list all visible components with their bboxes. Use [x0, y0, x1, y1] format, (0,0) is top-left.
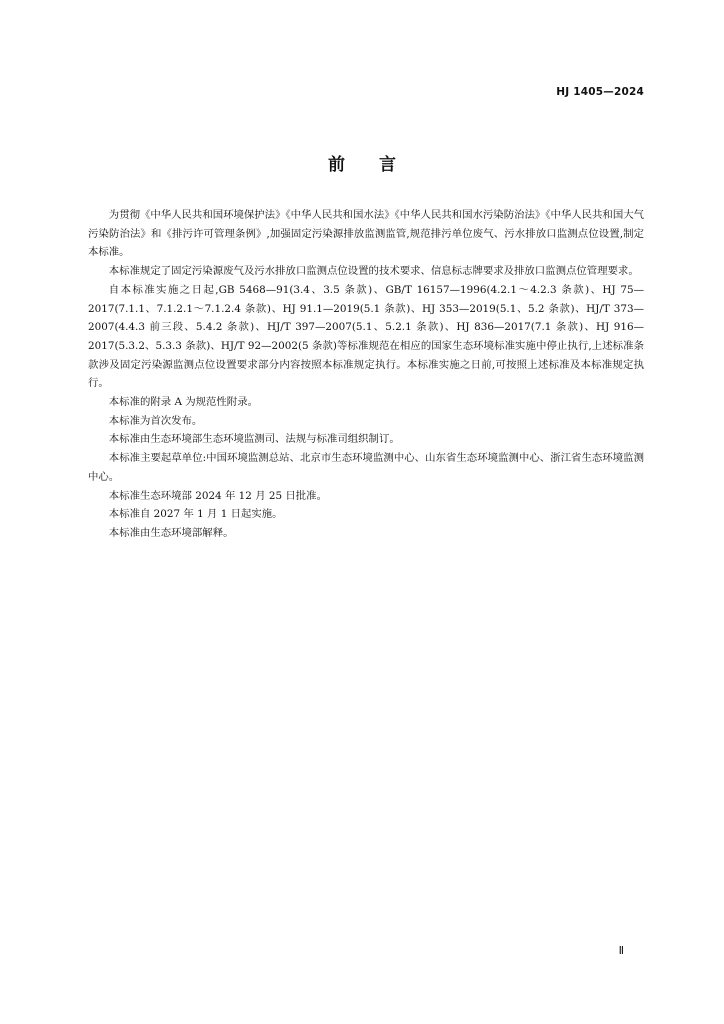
page-title: 前 言 [328, 155, 410, 175]
foreword-body [88, 206, 644, 543]
paragraph-replaced-standards: 自本标准实施之日起,GB 5468—91(3.4、3.5 条款)、GB/T 16157—1996(4.2.1～4.2.3 条款)、HJ 75—2017(7.1.1、7.1.2.1～7.1.2.4 条款)、HJ 91.1—2019(5.1 条款)、HJ 353—2019(5.1、5.2 条款)、HJ/T 373—2007(4.4.3 前三段、5.4.2 条款)、HJ/T 397—2007(5.1、5.2.1 条款)、HJ 836—2017(7.1 条款)、HJ 916—2017(5.3.2、5.3.3 条款)、HJ/T 92—2002(5 条款)等标准规范在相应的国家生态环境标准实施中停止执行,上述标准条款涉及固定污染源监测点位设置要求部分内容按照本标准规定执行。本标准实施之日前,可按照上述标准及本标准规定执行。 [88, 283, 644, 390]
paragraph-approval-date: 本标准生态环境部 2024 年 12 月 25 日批准。 [108, 489, 327, 502]
paragraph-first-release: 本标准为首次发布。 [108, 414, 203, 427]
page-number: Ⅱ [618, 944, 624, 957]
paragraph-organizer: 本标准由生态环境部生态环境监测司、法规与标准司组织制订。 [108, 433, 400, 446]
paragraph-interpretation: 本标准由生态环境部解释。 [108, 526, 234, 539]
paragraph-drafting-units: 本标准主要起草单位:中国环境监测总站、北京市生态环境监测中心、山东省生态环境监测中心、浙江省生态环境监测中心。 [88, 452, 644, 483]
paragraph-effective-date: 本标准自 2027 年 1 月 1 日起实施。 [108, 508, 283, 521]
paragraph-purpose: 为贯彻《中华人民共和国环境保护法》《中华人民共和国水法》《中华人民共和国水污染防治法》《中华人民共和国大气污染防治法》和《排污许可管理条例》,加强固定污染源排放监测监管,规范排污单位废气、污水排放口监测点位设置,制定本标准。 [88, 209, 644, 259]
paragraph-appendix: 本标准的附录 A 为规范性附录。 [108, 396, 258, 409]
paragraph-scope: 本标准规定了固定污染源废气及污水排放口监测点位设置的技术要求、信息标志牌要求及排放口监测点位管理要求。 [108, 265, 639, 278]
document-number: HJ 1405—2024 [556, 86, 644, 98]
